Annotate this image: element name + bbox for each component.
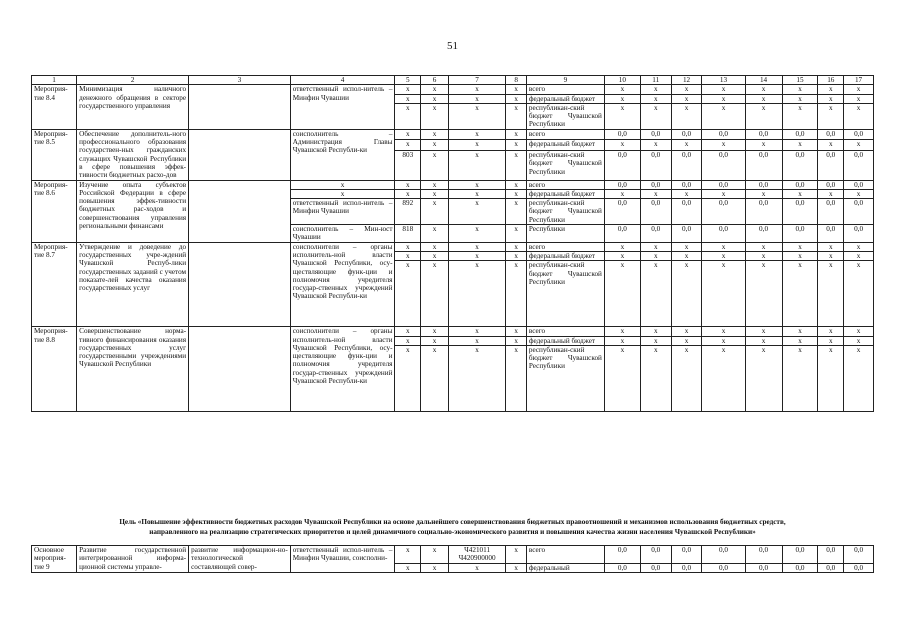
value-cell: x <box>640 261 671 327</box>
table-row <box>32 546 874 564</box>
funding-source: всего <box>526 327 604 336</box>
value-cell: 0,0 <box>745 563 782 572</box>
value-cell: 0,0 <box>818 225 844 243</box>
value-cell: x <box>818 103 844 129</box>
target-article-code: x <box>448 151 506 181</box>
value-cell: x <box>604 327 640 336</box>
header-cell: 6 <box>421 76 449 85</box>
value-cell: 0,0 <box>818 546 844 564</box>
value-cell: 0,0 <box>702 546 745 564</box>
grbs-code: 818 <box>395 225 421 243</box>
grbs-code: x <box>395 336 421 345</box>
value-cell: x <box>844 327 874 336</box>
target-article-code: x <box>448 251 506 260</box>
value-cell: x <box>640 242 671 251</box>
expense-type-code: x <box>506 103 527 129</box>
funding-source: республикан-ский бюджет Чувашской Республики <box>526 103 604 129</box>
expense-type-code: x <box>506 261 527 327</box>
value-cell: x <box>702 251 745 260</box>
header-cell: 10 <box>604 76 640 85</box>
value-cell: 0,0 <box>745 225 782 243</box>
funding-source: республикан-ский бюджет Чувашской Республики <box>526 261 604 327</box>
target-article-code: x <box>448 336 506 345</box>
value-cell: x <box>844 251 874 260</box>
section-code: x <box>421 140 449 151</box>
activity-responsible: ответственный испол-нитель – Минфин Чувашии, соисполни- <box>290 546 395 573</box>
value-cell: x <box>782 261 818 327</box>
target-article-code: x <box>448 563 506 572</box>
value-cell: 0,0 <box>702 180 745 189</box>
section-code: x <box>421 251 449 260</box>
value-cell: 0,0 <box>844 151 874 181</box>
page-number: 51 <box>447 40 458 52</box>
expense-type-code: x <box>506 151 527 181</box>
value-cell: x <box>782 140 818 151</box>
value-cell: 0,0 <box>604 225 640 243</box>
value-cell: 0,0 <box>640 180 671 189</box>
value-cell: 0,0 <box>818 199 844 225</box>
section-code: x <box>421 242 449 251</box>
value-cell: x <box>745 140 782 151</box>
target-article-code: x <box>448 85 506 94</box>
value-cell: 0,0 <box>671 180 702 189</box>
grbs-code: x <box>395 189 421 198</box>
activity-responsible: x <box>290 189 395 198</box>
header-cell: 15 <box>782 76 818 85</box>
value-cell: 0,0 <box>745 199 782 225</box>
value-cell: x <box>604 94 640 103</box>
value-cell: 0,0 <box>844 225 874 243</box>
funding-source: всего <box>526 85 604 94</box>
target-article-code: x <box>448 199 506 225</box>
value-cell: x <box>844 336 874 345</box>
activity-responsible: ответственный испол-нитель – Минфин Чувашии <box>290 85 395 129</box>
funding-source: федеральный бюджет <box>526 189 604 198</box>
activity-responsible: соисполнители – органы исполнитель-ной власти Чувашской Республики, осу-ществляющие функ-ции и полномочия учредителя государ-ственных учреждений Чувашской Республи-ки <box>290 242 395 327</box>
activity-goal <box>189 242 291 327</box>
table-row <box>32 327 874 336</box>
value-cell: 0,0 <box>604 129 640 140</box>
grbs-code: x <box>395 563 421 572</box>
value-cell: x <box>640 140 671 151</box>
value-cell: x <box>818 85 844 94</box>
value-cell: x <box>782 336 818 345</box>
value-cell: x <box>818 189 844 198</box>
value-cell: 0,0 <box>671 129 702 140</box>
activity-code: Основное мероприя-тие 9 <box>32 546 77 573</box>
value-cell: 0,0 <box>671 563 702 572</box>
activity-code: Мероприя-тие 8.5 <box>32 129 77 180</box>
value-cell: x <box>745 345 782 411</box>
value-cell: x <box>782 251 818 260</box>
value-cell: x <box>671 189 702 198</box>
activity-name: Обеспечение дополнитель-ного профессионального образования государствен-ных гражданских служащих Чувашской Республики в сфере повышения эффек-тивности бюджетных расхо-дов <box>77 129 189 180</box>
grbs-code: x <box>395 251 421 260</box>
activity-name: Изучение опыта субъектов Российской Федерации в сфере повышения эффек-тивности бюджетных рас-ходов и совершенствования управления региональными финансами <box>77 180 189 242</box>
value-cell: x <box>671 251 702 260</box>
value-cell: 0,0 <box>640 225 671 243</box>
target-article-code: x <box>448 180 506 189</box>
expense-type-code: x <box>506 140 527 151</box>
funding-source: всего <box>526 129 604 140</box>
expense-type-code: x <box>506 199 527 225</box>
target-article-code: Ч421011 Ч420900000 <box>448 546 506 564</box>
value-cell: x <box>782 327 818 336</box>
value-cell: x <box>604 261 640 327</box>
expense-type-code: x <box>506 546 527 564</box>
grbs-code: 803 <box>395 151 421 181</box>
activity-code: Мероприя-тие 8.4 <box>32 85 77 129</box>
section-code: x <box>421 336 449 345</box>
value-cell: x <box>640 189 671 198</box>
header-cell: 16 <box>818 76 844 85</box>
header-cell: 12 <box>671 76 702 85</box>
target-article-code: x <box>448 129 506 140</box>
header-cell: 13 <box>702 76 745 85</box>
funding-source: федеральный бюджет <box>526 94 604 103</box>
value-cell: x <box>844 94 874 103</box>
value-cell: 0,0 <box>604 180 640 189</box>
value-cell: x <box>844 345 874 411</box>
value-cell: x <box>640 94 671 103</box>
section-code: x <box>421 563 449 572</box>
value-cell: x <box>844 242 874 251</box>
target-article-code: x <box>448 140 506 151</box>
activity-name: Утверждение и доведение до государственных учре-ждений Чувашской Респуб-лики государственных заданий с учетом показате-лей качества оказания государственных услуг <box>77 242 189 327</box>
value-cell: x <box>671 94 702 103</box>
expense-type-code: x <box>506 129 527 140</box>
value-cell: 0,0 <box>818 151 844 181</box>
value-cell: x <box>640 327 671 336</box>
value-cell: x <box>604 103 640 129</box>
funding-source: федеральный бюджет <box>526 336 604 345</box>
value-cell: x <box>782 345 818 411</box>
header-cell: 5 <box>395 76 421 85</box>
value-cell: x <box>782 94 818 103</box>
expense-type-code: x <box>506 180 527 189</box>
value-cell: x <box>604 85 640 94</box>
section-code: x <box>421 261 449 327</box>
grbs-code: x <box>395 242 421 251</box>
section-code: x <box>421 94 449 103</box>
activity-responsible: x <box>290 180 395 189</box>
value-cell: x <box>702 85 745 94</box>
value-cell: 0,0 <box>702 151 745 181</box>
grbs-code: x <box>395 327 421 336</box>
value-cell: 0,0 <box>782 199 818 225</box>
table-row <box>32 129 874 140</box>
value-cell: x <box>818 261 844 327</box>
value-cell: x <box>702 103 745 129</box>
grbs-code: x <box>395 85 421 94</box>
value-cell: x <box>640 85 671 94</box>
value-cell: x <box>782 189 818 198</box>
value-cell: 0,0 <box>844 546 874 564</box>
grbs-code: x <box>395 180 421 189</box>
value-cell: x <box>702 261 745 327</box>
activity-goal <box>189 327 291 412</box>
header-cell: 11 <box>640 76 671 85</box>
section-code: x <box>421 129 449 140</box>
value-cell: 0,0 <box>671 225 702 243</box>
value-cell: 0,0 <box>782 129 818 140</box>
value-cell: x <box>671 103 702 129</box>
grbs-code: x <box>395 129 421 140</box>
value-cell: x <box>604 336 640 345</box>
funding-source: республикан-ский бюджет Чувашской Республики <box>526 199 604 225</box>
target-article-code: x <box>448 189 506 198</box>
grbs-code: 892 <box>395 199 421 225</box>
value-cell: 0,0 <box>782 546 818 564</box>
grbs-code: x <box>395 94 421 103</box>
value-cell: x <box>782 242 818 251</box>
value-cell: 0,0 <box>745 129 782 140</box>
activity-responsible: ответственный испол-нитель – Минфин Чувашии <box>290 199 395 225</box>
table-row <box>32 242 874 251</box>
value-cell: x <box>818 327 844 336</box>
value-cell: x <box>818 242 844 251</box>
goal-line: направленного на реализацию стратегических приоритетов и целей динамичного социально-экономического развития и повышения качества жизни населения Чувашской Республики» <box>149 527 756 536</box>
target-article-code: x <box>448 261 506 327</box>
section-code: x <box>421 189 449 198</box>
value-cell: x <box>844 261 874 327</box>
value-cell: 0,0 <box>604 151 640 181</box>
header-cell: 14 <box>745 76 782 85</box>
activity-name: Развитие государственной интегрированной информа-ционной системы управле- <box>77 546 189 573</box>
value-cell: x <box>782 85 818 94</box>
value-cell: x <box>702 242 745 251</box>
grbs-code: x <box>395 103 421 129</box>
activity-goal <box>189 85 291 129</box>
expense-type-code: x <box>506 85 527 94</box>
value-cell: 0,0 <box>604 563 640 572</box>
value-cell: x <box>702 336 745 345</box>
header-cell: 4 <box>290 76 395 85</box>
funding-source: республикан-ский бюджет Чувашской Республики <box>526 151 604 181</box>
value-cell: x <box>671 336 702 345</box>
activity-code: Мероприя-тие 8.7 <box>32 242 77 327</box>
value-cell: 0,0 <box>844 180 874 189</box>
expense-type-code: x <box>506 242 527 251</box>
target-article-code: x <box>448 225 506 243</box>
value-cell: 0,0 <box>604 546 640 564</box>
activity-name: Минимизация наличного денежного обращения в секторе государственного управления <box>77 85 189 129</box>
value-cell: x <box>640 251 671 260</box>
activity-goal: развитие информацион-но-технологической составляющей совер- <box>189 546 291 573</box>
expense-type-code: x <box>506 336 527 345</box>
section-code: x <box>421 85 449 94</box>
value-cell: x <box>818 336 844 345</box>
value-cell: 0,0 <box>745 180 782 189</box>
value-cell: x <box>818 345 844 411</box>
value-cell: x <box>818 251 844 260</box>
activity-code: Мероприя-тие 8.6 <box>32 180 77 242</box>
value-cell: 0,0 <box>702 225 745 243</box>
program-table-continued <box>31 545 874 573</box>
value-cell: 0,0 <box>844 199 874 225</box>
value-cell: 0,0 <box>671 199 702 225</box>
value-cell: 0,0 <box>671 151 702 181</box>
value-cell: 0,0 <box>782 151 818 181</box>
value-cell: x <box>745 242 782 251</box>
header-cell: 7 <box>448 76 506 85</box>
value-cell: x <box>702 94 745 103</box>
target-article-code: x <box>448 94 506 103</box>
target-article-code: x <box>448 327 506 336</box>
value-cell: 0,0 <box>844 563 874 572</box>
value-cell: x <box>782 103 818 129</box>
value-cell: 0,0 <box>604 199 640 225</box>
target-article-code: x <box>448 345 506 411</box>
activity-responsible: соисполнители – органы исполнитель-ной власти Чувашской Республики, осу-ществляющие функ-ции и полномочия учредителя государ-ственных учреждений Чувашской Республи-ки <box>290 327 395 412</box>
header-cell: 2 <box>77 76 189 85</box>
value-cell: x <box>702 140 745 151</box>
value-cell: x <box>818 94 844 103</box>
value-cell: 0,0 <box>818 563 844 572</box>
value-cell: 0,0 <box>640 151 671 181</box>
section-code: x <box>421 151 449 181</box>
value-cell: x <box>604 242 640 251</box>
funding-source: всего <box>526 546 604 564</box>
expense-type-code: x <box>506 345 527 411</box>
value-cell: x <box>604 251 640 260</box>
goal-line: Цель «Повышение эффективности бюджетных расходов Чувашской Республики на основе дальнейшего совершенствования бюджетных правоотношений и механизмов использования бюджетных средств, <box>119 518 786 526</box>
header-cell: 17 <box>844 76 874 85</box>
value-cell: x <box>640 345 671 411</box>
section-code: x <box>421 345 449 411</box>
expense-type-code: x <box>506 563 527 572</box>
value-cell: x <box>604 189 640 198</box>
value-cell: x <box>702 345 745 411</box>
section-code: x <box>421 327 449 336</box>
activity-code: Мероприя-тие 8.8 <box>32 327 77 412</box>
value-cell: x <box>844 103 874 129</box>
value-cell: x <box>745 103 782 129</box>
value-cell: 0,0 <box>745 151 782 181</box>
value-cell: x <box>818 140 844 151</box>
funding-source: федеральный бюджет <box>526 251 604 260</box>
value-cell: x <box>671 242 702 251</box>
value-cell: x <box>702 189 745 198</box>
value-cell: 0,0 <box>782 563 818 572</box>
value-cell: 0,0 <box>702 129 745 140</box>
value-cell: 0,0 <box>782 180 818 189</box>
header-cell: 9 <box>526 76 604 85</box>
value-cell: 0,0 <box>640 129 671 140</box>
grbs-code: x <box>395 345 421 411</box>
value-cell: 0,0 <box>671 546 702 564</box>
program-table <box>31 75 874 412</box>
grbs-code: x <box>395 140 421 151</box>
header-row <box>32 76 874 85</box>
expense-type-code: x <box>506 327 527 336</box>
value-cell: x <box>844 85 874 94</box>
value-cell: x <box>844 189 874 198</box>
value-cell: 0,0 <box>640 563 671 572</box>
value-cell: x <box>745 261 782 327</box>
value-cell: x <box>671 85 702 94</box>
section-code: x <box>421 225 449 243</box>
value-cell: x <box>640 103 671 129</box>
value-cell: x <box>671 345 702 411</box>
value-cell: x <box>671 327 702 336</box>
activity-responsible: соисполнитель – Мин-юст Чувашии <box>290 225 395 243</box>
funding-source: всего <box>526 242 604 251</box>
value-cell: 0,0 <box>640 546 671 564</box>
value-cell: x <box>745 251 782 260</box>
activity-goal <box>189 129 291 180</box>
value-cell: 0,0 <box>702 563 745 572</box>
section-code: x <box>421 546 449 564</box>
value-cell: x <box>671 140 702 151</box>
table-row <box>32 85 874 94</box>
header-cell: 8 <box>506 76 527 85</box>
value-cell: 0,0 <box>782 225 818 243</box>
target-article-code: x <box>448 242 506 251</box>
value-cell: x <box>745 336 782 345</box>
table-row <box>32 180 874 189</box>
value-cell: 0,0 <box>818 129 844 140</box>
activity-responsible: соисполнитель – Администрация Главы Чувашской Республи-ки <box>290 129 395 180</box>
expense-type-code: x <box>506 251 527 260</box>
header-cell: 3 <box>189 76 291 85</box>
value-cell: x <box>745 189 782 198</box>
section-code: x <box>421 199 449 225</box>
grbs-code: x <box>395 546 421 564</box>
grbs-code: x <box>395 261 421 327</box>
activity-goal <box>189 180 291 242</box>
expense-type-code: x <box>506 94 527 103</box>
value-cell: x <box>844 140 874 151</box>
funding-source: республикан-ский бюджет Чувашской Республики <box>526 345 604 411</box>
value-cell: 0,0 <box>745 546 782 564</box>
expense-type-code: x <box>506 189 527 198</box>
target-article-code: x <box>448 103 506 129</box>
funding-source: всего <box>526 180 604 189</box>
value-cell: 0,0 <box>818 180 844 189</box>
value-cell: x <box>745 85 782 94</box>
activity-name: Совершенствование норма-тивного финансирования оказания государственных услуг государственными учреждениями Чувашской Республики <box>77 327 189 412</box>
section-code: x <box>421 103 449 129</box>
value-cell: x <box>604 140 640 151</box>
funding-source: федеральный <box>526 563 604 572</box>
value-cell: x <box>640 336 671 345</box>
funding-source: Республики <box>526 225 604 243</box>
goal-heading <box>31 518 874 537</box>
value-cell: x <box>604 345 640 411</box>
value-cell: x <box>702 327 745 336</box>
funding-source: федеральный бюджет <box>526 140 604 151</box>
value-cell: x <box>671 261 702 327</box>
value-cell: 0,0 <box>844 129 874 140</box>
value-cell: x <box>745 327 782 336</box>
value-cell: 0,0 <box>702 199 745 225</box>
value-cell: 0,0 <box>640 199 671 225</box>
value-cell: x <box>745 94 782 103</box>
expense-type-code: x <box>506 225 527 243</box>
section-code: x <box>421 180 449 189</box>
header-cell: 1 <box>32 76 77 85</box>
